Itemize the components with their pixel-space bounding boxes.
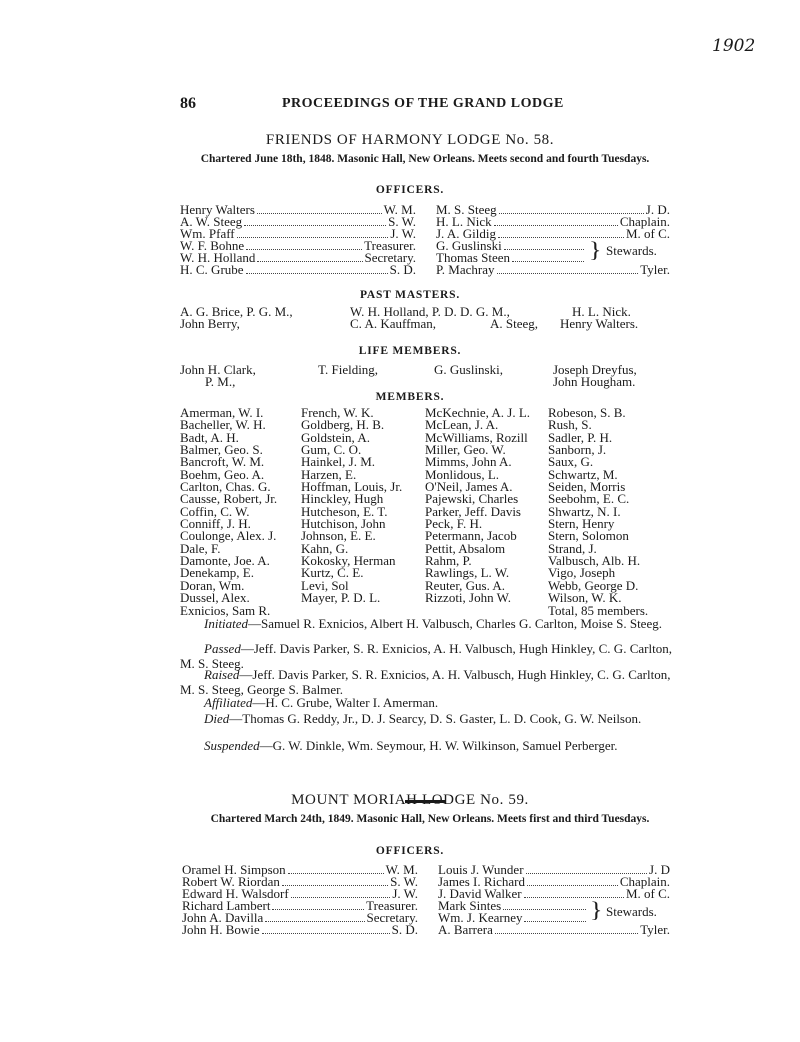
brace-glyph: } xyxy=(590,897,603,922)
member-name: Vigo, Joseph xyxy=(548,565,616,581)
officer-row: James I. Richard Chaplain. xyxy=(438,874,670,889)
member-name: Goldberg, H. B. xyxy=(301,417,385,433)
member-name: Bancroft, W. M. xyxy=(180,454,265,470)
officer-row: A. W. Steeg S. W. xyxy=(180,214,416,229)
member-name: Schwartz, M. xyxy=(548,466,618,482)
officer-row: Louis J. Wunder J. D xyxy=(438,862,670,877)
member-name: Parker, Jeff. Davis xyxy=(425,503,521,519)
member-name: Boehm, Geo. A. xyxy=(180,466,265,482)
officer-row: J. David Walker M. of C. xyxy=(438,886,670,901)
died-paragraph: Died—Thomas G. Reddy, Jr., D. J. Searcy, D. S. Gaster, L. D. Cook, G. W. Neilson. xyxy=(204,711,642,726)
past-master: John Berry, xyxy=(180,316,240,331)
running-head: PROCEEDINGS OF THE GRAND LODGE xyxy=(282,96,564,111)
officer-row: W. F. Bohne Treasurer. xyxy=(180,238,416,253)
suspended-paragraph: Suspended—G. W. Dinkle, Wm. Seymour, H. W. Wilkinson, Samuel Perberger. xyxy=(204,738,618,753)
member-name: Miller, Geo. W. xyxy=(425,442,506,458)
member-name: Stern, Solomon xyxy=(548,528,629,544)
life-member: John H. Clark, xyxy=(180,362,256,377)
member-name: Kokosky, Herman xyxy=(301,553,396,569)
affiliated-paragraph: Affiliated—H. C. Grube, Walter I. Amerman. xyxy=(204,695,439,710)
member-name: Pettit, Absalom xyxy=(425,540,506,556)
officers-heading: OFFICERS. xyxy=(375,184,445,196)
steward-row: G. Guslinski xyxy=(436,238,586,254)
lodge-title: FRIENDS OF HARMONY LODGE No. 58. xyxy=(265,132,555,148)
officer-row: Wm. Pfaff J. W. xyxy=(180,226,416,241)
initiated-paragraph: Initiated—Samuel R. Exnicios, Albert H. Valbusch, Charles G. Carlton, Moise S. Steeg. xyxy=(204,616,662,631)
officers-heading: OFFICERS. xyxy=(375,845,445,857)
member-name: Kahn, G. xyxy=(301,540,349,556)
member-name: Strand, J. xyxy=(548,540,597,556)
member-name: Hutcheson, E. T. xyxy=(301,503,388,519)
member-name: Mayer, P. D. L. xyxy=(301,590,381,606)
past-masters-heading: PAST MASTERS. xyxy=(359,289,461,301)
member-name: Stern, Henry xyxy=(548,516,615,532)
member-name: Balmer, Geo. S. xyxy=(180,442,263,458)
member-name: Gum, C. O. xyxy=(301,442,362,458)
member-name: Mimms, John A. xyxy=(425,454,512,470)
member-name: Monlidous, L. xyxy=(425,466,500,482)
member-name: Peck, F. H. xyxy=(425,516,483,532)
member-name: Seebohm, E. C. xyxy=(548,491,630,507)
steward-row: Wm. J. Kearney xyxy=(438,910,588,926)
members-total: Total, 85 members. xyxy=(548,602,649,618)
member-name: Rizzoti, John W. xyxy=(425,590,511,606)
member-name: Badt, A. H. xyxy=(180,429,239,445)
member-name: McLean, J. A. xyxy=(425,417,499,433)
member-name: Shwartz, N. I. xyxy=(548,503,621,519)
member-name: Denekamp, E. xyxy=(180,565,255,581)
member-name: Saux, G. xyxy=(548,454,594,470)
life-member: P. M., xyxy=(205,374,236,389)
member-name: Conniff, J. H. xyxy=(180,516,251,532)
member-name: French, W. K. xyxy=(301,405,374,420)
members-column-2 xyxy=(301,407,402,605)
past-master: W. H. Holland, P. D. D. G. M., xyxy=(350,304,510,319)
member-name: Goldstein, A. xyxy=(301,429,370,445)
member-name: Coffin, C. W. xyxy=(180,503,250,519)
past-master: C. A. Kauffman, xyxy=(350,316,437,331)
officer-row: Henry Walters W. M. xyxy=(180,202,416,217)
life-member: John Hougham. xyxy=(553,374,636,389)
member-name: O'Neil, James A. xyxy=(425,479,513,495)
member-name: Exnicios, Sam R. xyxy=(180,602,271,618)
officer-row: H. L. Nick Chaplain. xyxy=(436,214,670,229)
member-name: Petermann, Jacob xyxy=(425,528,517,544)
member-name: McWilliams, Rozill xyxy=(425,429,528,445)
charter-line: Chartered March 24th, 1849. Masonic Hall, New Orleans. Meets first and third Tuesdays. xyxy=(210,813,650,825)
members-column-4 xyxy=(548,407,648,617)
member-name: Levi, Sol xyxy=(301,577,349,593)
member-name: Causse, Robert, Jr. xyxy=(180,491,278,507)
past-master: A. Steeg, xyxy=(490,316,539,331)
member-name: Doran, Wm. xyxy=(180,577,245,593)
officer-row: John A. Davilla Secretary. xyxy=(182,910,418,925)
member-name: Hoffman, Louis, Jr. xyxy=(301,479,403,495)
member-name: Hinckley, Hugh xyxy=(301,491,384,507)
charter-line: Chartered June 18th, 1848. Masonic Hall, New Orleans. Meets second and fourth Tuesdays. xyxy=(200,153,650,165)
member-name: Dussel, Alex. xyxy=(180,590,250,606)
lodge-title: MOUNT MORIAH LODGE No. 59. xyxy=(291,792,529,808)
member-name: Reuter, Gus. A. xyxy=(425,577,505,593)
page-number: 86 xyxy=(180,95,196,112)
member-name: Coulonge, Alex. J. xyxy=(180,528,277,544)
life-members-heading: LIFE MEMBERS. xyxy=(358,345,462,357)
member-name: Sanborn, J. xyxy=(548,442,607,458)
member-name: Carlton, Chas. G. xyxy=(180,479,271,495)
officer-row: A. Barrera Tyler. xyxy=(438,922,670,937)
officer-row: John H. Bowie S. D. xyxy=(182,922,418,937)
member-name: Rahm, P. xyxy=(425,553,472,569)
past-master: H. L. Nick. xyxy=(572,304,631,319)
member-name: McKechnie, A. J. L. xyxy=(425,405,531,420)
past-master: Henry Walters. xyxy=(560,316,639,331)
officer-row: P. Machray Tyler. xyxy=(436,262,670,277)
life-member: G. Guslinski, xyxy=(434,362,503,377)
member-name: Johnson, E. E. xyxy=(301,528,376,544)
member-name: Rush, S. xyxy=(548,417,592,433)
member-name: Webb, George D. xyxy=(548,577,639,593)
officer-row: Edward H. Walsdorf J. W. xyxy=(182,886,418,901)
officer-row: J. A. Gildig M. of C. xyxy=(436,226,670,241)
officer-row: W. H. Holland Secretary. xyxy=(180,250,416,265)
member-name: Damonte, Joe. A. xyxy=(180,553,270,569)
member-name: Robeson, S. B. xyxy=(548,405,626,420)
steward-row: Thomas Steen xyxy=(436,250,586,266)
brace-glyph: } xyxy=(589,237,602,262)
officer-row: Richard Lambert Treasurer. xyxy=(182,898,418,913)
member-name: Amerman, W. I. xyxy=(180,405,264,420)
member-name: Dale, F. xyxy=(180,540,221,556)
member-name: Wilson, W. K. xyxy=(548,590,622,606)
members-column-3 xyxy=(425,407,530,605)
member-name: Harzen, E. xyxy=(301,466,357,482)
members-column-1 xyxy=(180,407,277,617)
stewards-label: Stewards. xyxy=(606,904,657,919)
member-name: Hutchison, John xyxy=(301,516,386,532)
handwritten-year: 1902 xyxy=(712,36,756,56)
past-master: A. G. Brice, P. G. M., xyxy=(180,304,293,319)
stewards-label: Stewards. xyxy=(606,243,657,258)
member-name: Valbusch, Alb. H. xyxy=(548,553,641,569)
steward-row: Mark Sintes xyxy=(438,898,588,914)
member-name: Bacheller, W. H. xyxy=(180,417,266,433)
life-member: Joseph Dreyfus, xyxy=(553,362,637,377)
officer-row: M. S. Steeg J. D. xyxy=(436,202,670,217)
member-name: Pajewski, Charles xyxy=(425,491,519,507)
officer-row: H. C. Grube S. D. xyxy=(180,262,416,277)
members-heading: MEMBERS. xyxy=(375,391,445,403)
passed-paragraph: Passed—Jeff. Davis Parker, S. R. Exnicios, A. H. Valbusch, Hugh Hinkley, C. G. Carlton, M. S. Steeg. xyxy=(180,641,672,671)
raised-paragraph: Raised—Jeff. Davis Parker, S. R. Exnicios, A. H. Valbusch, Hugh Hinkley, C. G. Carlton, M. S. Steeg, George S. Balmer. xyxy=(180,667,671,697)
member-name: Hainkel, J. M. xyxy=(301,454,376,470)
officer-row: Robert W. Riordan S. W. xyxy=(182,874,418,889)
life-member: T. Fielding, xyxy=(318,362,379,377)
member-name: Rawlings, L. W. xyxy=(425,565,510,581)
officer-row: Oramel H. Simpson W. M. xyxy=(182,862,418,877)
member-name: Kurtz, C. E. xyxy=(301,565,364,581)
member-name: Seiden, Morris xyxy=(548,479,626,495)
member-name: Sadler, P. H. xyxy=(548,429,613,445)
